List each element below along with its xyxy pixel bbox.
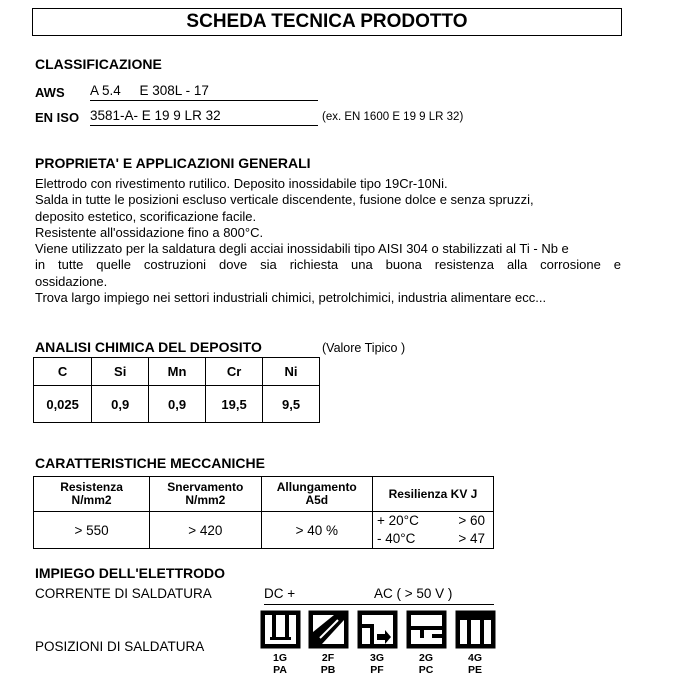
table-row [34, 512, 494, 549]
page-title: SCHEDA TECNICA PRODOTTO [32, 8, 622, 36]
mech-value-allungamento: > 40 % [261, 512, 372, 549]
mech-header-resistenza: Resistenza N/mm2 [34, 477, 150, 512]
mech-table [33, 476, 494, 549]
proprieta-heading: PROPRIETA' E APPLICAZIONI GENERALI [35, 155, 311, 171]
table-row [34, 386, 320, 423]
position-2g-icon [407, 611, 447, 649]
mech-value-resistenza: > 550 [34, 512, 150, 549]
position-label-2g: 2G PC [418, 652, 434, 676]
position-label-3g: 3G PF [369, 652, 384, 676]
aws-label: AWS [35, 85, 65, 100]
positions-icons [260, 610, 502, 652]
chem-value: 0,025 [34, 386, 92, 423]
position-2f-icon [309, 611, 349, 649]
chem-header: Si [92, 358, 149, 386]
proprieta-line: Resistente all'ossidazione fino a 800°C. [35, 224, 264, 240]
position-4g-icon [456, 611, 496, 649]
proprieta-line: ossidazione. [35, 273, 108, 289]
classificazione-heading: CLASSIFICAZIONE [35, 56, 162, 72]
proprieta-line: Trova largo impiego nei settori industriali chimici, petrolchimici, industria alimentare ecc... [35, 290, 547, 306]
analisi-heading: ANALISI CHIMICA DEL DEPOSITO [35, 339, 262, 355]
meccaniche-heading: CARATTERISTICHE MECCANICHE [35, 455, 265, 471]
impiego-heading: IMPIEGO DELL'ELETTRODO [35, 565, 225, 581]
position-3g-icon [358, 611, 398, 649]
mech-header-resilienza: Resilienza KV J [373, 477, 494, 512]
chem-header: Cr [206, 358, 263, 386]
chem-value: 0,9 [92, 386, 149, 423]
mech-value-resilienza: + 20°C > 60 - 40°C > 47 [373, 512, 494, 549]
proprieta-line: Elettrodo con rivestimento rutilico. Deposito inossidabile tipo 19Cr-10Ni. [35, 176, 448, 191]
corrente-line [264, 604, 494, 605]
eniso-label: EN ISO [35, 110, 80, 125]
position-label-4g: 4G PE [467, 652, 482, 676]
position-label-1g: 1G PA [272, 652, 287, 676]
proprieta-line: in tutte quelle costruzioni dove sia richiesta una buona resistenza alla corrosione e [35, 257, 621, 273]
chem-value: 19,5 [206, 386, 263, 423]
aws-value: A 5.4 E 308L - 17 [90, 83, 318, 101]
mech-header-allungamento: Allungamento A5d [261, 477, 372, 512]
proprieta-line: Salda in tutte le posizioni escluso verticale discendente, fusione dolce e senza spruzzi, [35, 192, 534, 208]
chem-header: Mn [149, 358, 206, 386]
chem-header: C [34, 358, 92, 386]
eniso-note: (ex. EN 1600 E 19 9 LR 32) [322, 111, 464, 123]
table-row [34, 358, 320, 386]
mech-header-snervamento: Snervamento N/mm2 [150, 477, 261, 512]
posizioni-label: POSIZIONI DI SALDATURA [35, 639, 205, 654]
chem-value: 9,5 [263, 386, 320, 423]
corrente-label: CORRENTE DI SALDATURA [35, 586, 212, 601]
proprieta-line: Viene utilizzato per la saldatura degli acciai inossidabili tipo AISI 304 o stabilizzati al Ti - Nb e [35, 241, 569, 257]
eniso-value: 3581-A- E 19 9 LR 32 [90, 108, 318, 126]
chem-value: 0,9 [149, 386, 206, 423]
ac-label: AC ( > 50 V ) [374, 586, 453, 601]
table-row [34, 477, 494, 512]
chem-header: Ni [263, 358, 320, 386]
position-label-2f: 2F PB [320, 652, 336, 676]
proprieta-text [35, 176, 621, 306]
chem-table [33, 357, 320, 423]
proprieta-line: deposito estetico, scorificazione facile. [35, 208, 257, 224]
analisi-note: (Valore Tipico ) [322, 341, 406, 355]
dc-label: DC + [264, 586, 296, 601]
position-1g-icon [261, 611, 301, 649]
mech-value-snervamento: > 420 [150, 512, 261, 549]
